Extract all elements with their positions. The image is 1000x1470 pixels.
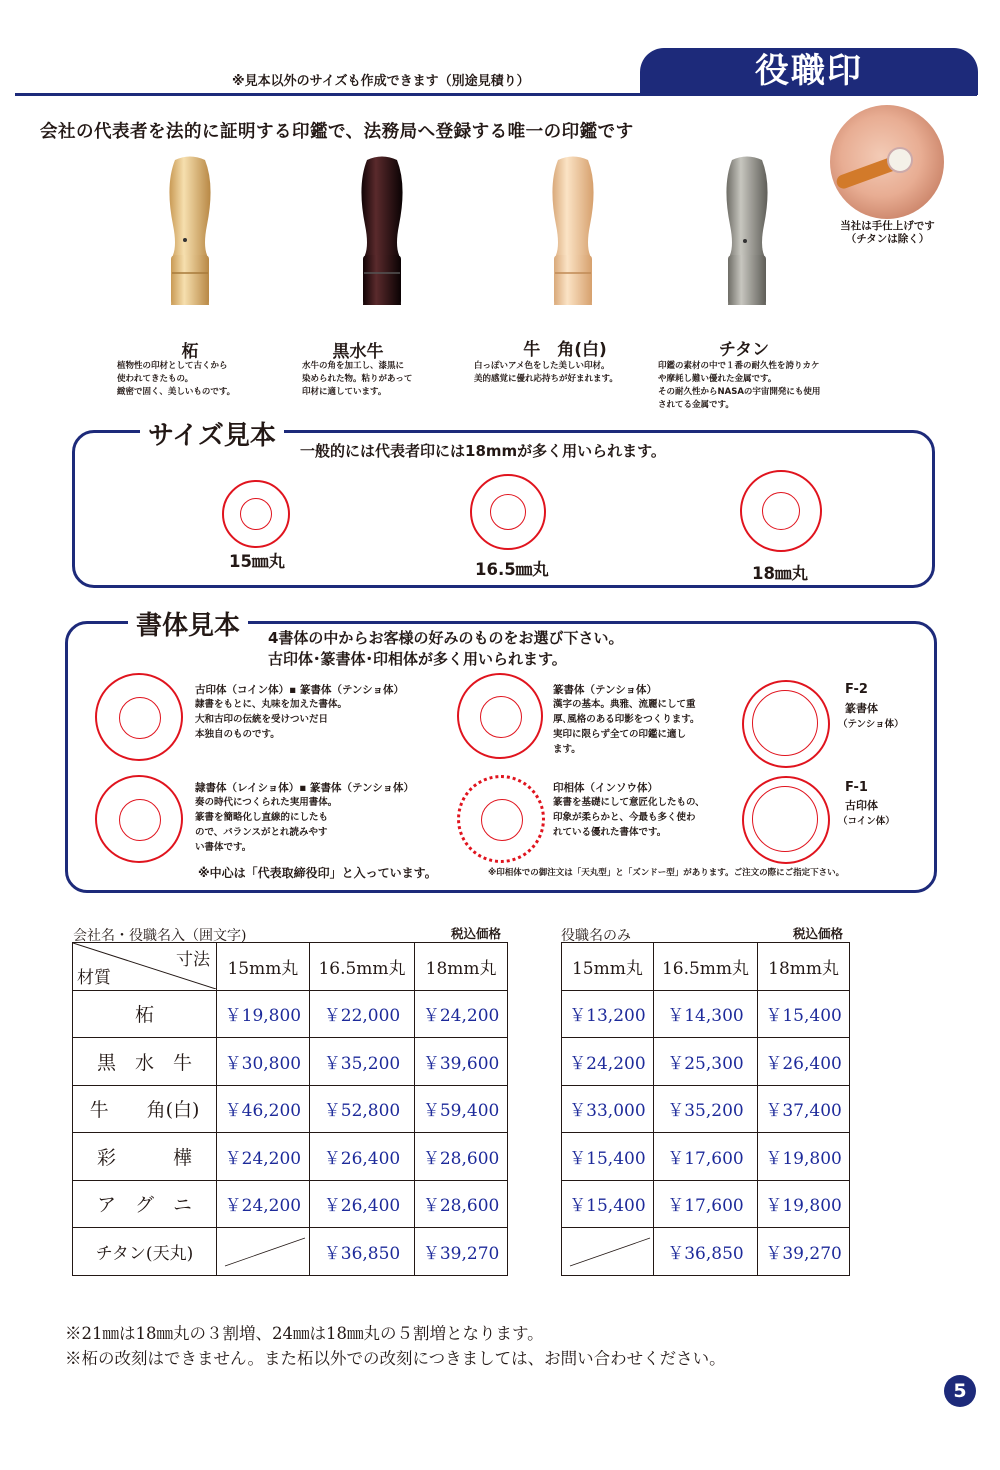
price-cell: ￥28,600	[415, 1180, 508, 1228]
handmade-note-line2: （チタンは除く）	[845, 233, 930, 245]
desc-line: 奏の時代につくられた実用書体。	[195, 797, 338, 808]
header-rule	[15, 93, 977, 96]
desc-line: 印鑑の素材の中で１番の耐久性を誇りカケ	[658, 361, 820, 371]
price-cell: ￥25,300	[653, 1038, 757, 1086]
corner-material-label: 材質	[77, 967, 111, 988]
seal-sample-15mm	[222, 480, 290, 548]
desc-line: 印材に適しています。	[302, 387, 387, 397]
style-panel-subtitle2: 古印体･篆書体･印相体が多く用いられます。	[268, 650, 567, 668]
seal-sample-16-5mm	[470, 474, 546, 550]
na-cell	[217, 1228, 310, 1276]
center-note: ※中心は「代表取締役印」と入っています。	[198, 866, 437, 880]
table-row	[73, 1228, 508, 1276]
handmade-note-line1: 当社は手仕上げです	[840, 220, 935, 232]
price-cell: ￥24,200	[562, 1038, 654, 1086]
material-cell: 彩 樺	[73, 1133, 217, 1181]
material-name-titanium: チタン	[718, 340, 770, 360]
page-number: 5	[944, 1375, 976, 1407]
price-cell: ￥14,300	[653, 990, 757, 1038]
price-cell: ￥17,600	[653, 1133, 757, 1181]
style-desc	[553, 697, 763, 757]
desc-line: 篆書を簡略化し直線的にしたも	[195, 812, 329, 823]
price-cell: ￥17,600	[653, 1180, 757, 1228]
table-row	[562, 1180, 850, 1228]
header-cell: 18mm丸	[758, 943, 850, 991]
desc-line: されてる金属です。	[658, 400, 734, 410]
desc-line: 水牛の角を加工し、漆黒に	[302, 361, 405, 371]
desc-line: 美的感覚に優れ応持ちが好まれます。	[474, 374, 618, 384]
stamp-image-kurosuigyu	[347, 155, 417, 315]
header-cell: 15mm丸	[562, 943, 654, 991]
style-reisho-tensho	[195, 780, 414, 855]
header-cell: 16.5mm丸	[309, 943, 414, 991]
price-cell: ￥15,400	[562, 1180, 654, 1228]
price-cell: ￥39,270	[758, 1228, 850, 1276]
seal-sample-koin-tensho	[95, 673, 183, 761]
table-row	[73, 990, 508, 1038]
table2-caption: 役職名のみ	[561, 928, 631, 944]
price-cell: ￥59,400	[415, 1085, 508, 1133]
desc-line: 実印に限らず全ての印鑑に適し	[553, 729, 687, 740]
f2-code: F-2	[845, 682, 868, 697]
style-title: 篆書体（テンショ体）	[553, 684, 658, 696]
style-desc	[195, 697, 405, 742]
f1-sub: （コイン体）	[838, 816, 895, 827]
table1-tax-label: 税込価格	[451, 926, 502, 941]
price-cell: ￥35,200	[309, 1038, 414, 1086]
insou-note: ※印相体での御注文は「天丸型」と「ズンドー型」があります。ご注文の際にご指定下さい。	[488, 868, 845, 878]
price-cell: ￥37,400	[758, 1085, 850, 1133]
header-cell: 16.5mm丸	[653, 943, 757, 991]
price-cell: ￥46,200	[217, 1085, 310, 1133]
desc-line: 染められた物。粘りがあって	[302, 374, 413, 384]
style-desc	[553, 795, 763, 840]
price-table-company	[72, 942, 508, 1276]
seal-sample-reisho-tensho	[95, 775, 183, 863]
style-insou	[553, 780, 763, 840]
stamp-image-titanium	[712, 155, 782, 315]
header-cell: 18mm丸	[415, 943, 508, 991]
header-note: ※見本以外のサイズも作成できます（別途見積り）	[232, 74, 530, 89]
price-cell: ￥39,270	[415, 1228, 508, 1276]
price-cell: ￥13,200	[562, 990, 654, 1038]
stamp-image-tsuge	[155, 155, 225, 315]
desc-line: 厚､風格のある印影をつくります。	[553, 714, 700, 725]
material-name-gyukaku: 牛 角(白)	[523, 340, 607, 360]
table-row	[73, 1085, 508, 1133]
stamp-image-gyukaku	[538, 155, 608, 315]
price-cell: ￥26,400	[309, 1180, 414, 1228]
size-panel-subtitle: 一般的には代表者印には18mmが多く用いられます。	[300, 442, 666, 460]
style-panel-title: 書体見本	[128, 605, 248, 642]
material-desc-titanium	[658, 360, 858, 412]
style-title: 印相体（インソウ体）	[553, 782, 658, 794]
price-cell: ￥24,200	[217, 1180, 310, 1228]
style-koin-tensho	[195, 682, 405, 742]
price-cell: ￥15,400	[562, 1133, 654, 1181]
style-title: 隷書体（レイショ体）▪ 篆書体（テンショ体）	[195, 782, 415, 794]
material-desc-gyukaku	[474, 360, 664, 386]
f2-name: 篆書体	[845, 702, 878, 715]
f2-sub: （テンショ体）	[838, 719, 904, 730]
size-label-16-5: 16.5㎜丸	[475, 560, 549, 579]
table-row	[562, 1133, 850, 1181]
price-cell: ￥15,400	[758, 990, 850, 1038]
desc-line: 植物性の印材として古くから	[117, 361, 228, 371]
desc-line: 大和古印の伝統を受けついだ日	[195, 714, 329, 725]
price-cell: ￥35,200	[653, 1085, 757, 1133]
material-cell: ア グ ニ	[73, 1180, 217, 1228]
footnote-2: ※柘の改刻はできません。また柘以外での改刻につきましては、お問い合わせください。	[65, 1349, 726, 1368]
desc-line: や摩耗し難い優れた金属です。	[658, 374, 777, 384]
f1-name: 古印体	[845, 799, 878, 812]
page-title: 役職印	[755, 51, 863, 91]
table-row	[562, 1038, 850, 1086]
price-cell: ￥24,200	[217, 1133, 310, 1181]
desc-line: 漢字の基本。典雅、流麗にして重	[553, 699, 696, 710]
material-name-tsuge: 柘	[181, 342, 199, 362]
table-row	[562, 1085, 850, 1133]
table-row	[73, 1180, 508, 1228]
size-label-15: 15㎜丸	[229, 552, 285, 571]
seal-sample-f1	[742, 776, 830, 864]
table-row	[73, 1038, 508, 1086]
corner-cell	[73, 943, 217, 991]
table1-caption: 会社名・役職名入（囲文字)	[73, 928, 247, 944]
intro-text: 会社の代表者を法的に証明する印鑑で、法務局へ登録する唯一の印鑑です	[40, 122, 634, 142]
style-title: 古印体（コイン体）▪ 篆書体（テンショ体）	[195, 684, 404, 696]
f1-code: F-1	[845, 780, 868, 795]
price-cell: ￥19,800	[217, 990, 310, 1038]
price-cell: ￥36,850	[653, 1228, 757, 1276]
desc-line: 篆書を基礎にして意匠化したもの、	[553, 797, 705, 808]
table-row	[562, 1228, 850, 1276]
price-cell: ￥30,800	[217, 1038, 310, 1086]
material-cell: 黒 水 牛	[73, 1038, 217, 1086]
style-tensho	[553, 682, 763, 757]
table-row	[562, 990, 850, 1038]
table2-tax-label: 税込価格	[793, 926, 844, 941]
header-tab	[640, 48, 978, 95]
price-cell: ￥39,600	[415, 1038, 508, 1086]
desc-line: 隷書をもとに、丸味を加えた書体。	[195, 699, 348, 710]
price-cell: ￥22,000	[309, 990, 414, 1038]
desc-line: 使われてきたもの。	[117, 374, 194, 384]
na-cell	[562, 1228, 654, 1276]
price-cell: ￥19,800	[758, 1133, 850, 1181]
material-name-kurosuigyu: 黒水牛	[332, 342, 384, 362]
material-desc-tsuge	[117, 360, 297, 399]
price-table-title-only	[561, 942, 850, 1276]
desc-line: ます。	[553, 744, 581, 755]
price-cell: ￥19,800	[758, 1180, 850, 1228]
desc-line: い書体です。	[195, 842, 252, 853]
size-panel-title: サイズ見本	[140, 415, 284, 452]
price-cell: ￥33,000	[562, 1085, 654, 1133]
desc-line: れている優れた書体です。	[553, 827, 667, 838]
price-cell: ￥24,200	[415, 990, 508, 1038]
material-cell: 牛 角(白)	[73, 1085, 217, 1133]
material-desc-kurosuigyu	[302, 360, 482, 399]
desc-line: その耐久性からNASAの宇宙開発にも使用	[658, 387, 821, 397]
desc-line: 印象が柔らかと、今最も多く使わ	[553, 812, 696, 823]
handmade-photo	[830, 105, 944, 219]
material-cell: チタン(天丸)	[73, 1228, 217, 1276]
price-cell: ￥36,850	[309, 1228, 414, 1276]
footnote-1: ※21㎜は18㎜丸の３割増、24㎜は18㎜丸の５割増となります。	[65, 1324, 544, 1343]
seal-sample-18mm	[740, 470, 822, 552]
seal-sample-insou	[457, 775, 545, 863]
price-cell: ￥26,400	[758, 1038, 850, 1086]
table-row	[73, 943, 508, 991]
price-cell: ￥28,600	[415, 1133, 508, 1181]
size-label-18: 18㎜丸	[752, 564, 808, 583]
style-desc	[195, 795, 405, 855]
corner-size-label: 寸法	[176, 950, 210, 970]
table-row	[562, 943, 850, 991]
desc-line: 緻密で固く、美しいものです。	[117, 387, 236, 397]
price-cell: ￥26,400	[309, 1133, 414, 1181]
desc-line: 本独自のものです。	[195, 729, 280, 740]
desc-line: ので、バランスがとれ読みやす	[195, 827, 328, 838]
header-cell: 15mm丸	[217, 943, 310, 991]
seal-sample-f2	[742, 680, 830, 768]
material-cell: 柘	[73, 990, 217, 1038]
price-cell: ￥52,800	[309, 1085, 414, 1133]
desc-line: 白っぽいアメ色をした美しい印材。	[474, 361, 610, 371]
seal-sample-tensho	[457, 673, 543, 759]
table-row	[73, 1133, 508, 1181]
style-panel-subtitle1: 4書体の中からお客様の好みのものをお選び下さい。	[268, 629, 624, 647]
handmade-note	[810, 220, 965, 246]
